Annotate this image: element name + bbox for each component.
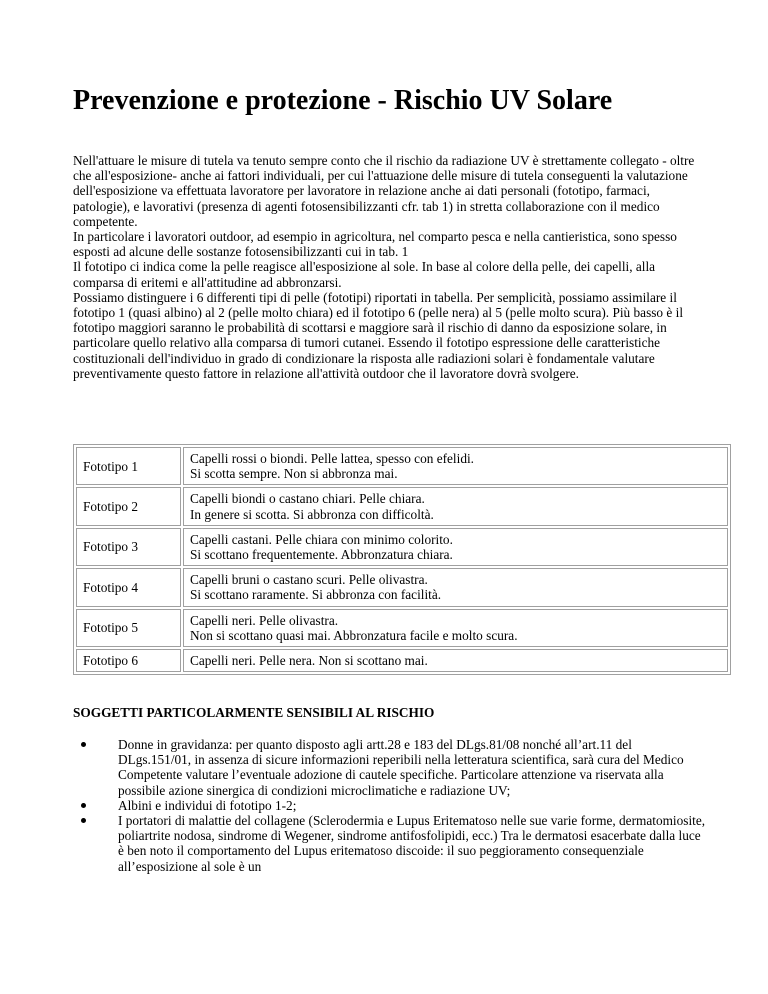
fototipo-description [183,447,728,485]
table-row [76,487,728,525]
description-line: Capelli rossi o biondi. Pelle lattea, spesso con efelidi. [190,451,474,466]
description-line: Si scotta sempre. Non si abbronza mai. [190,466,398,482]
description-line: Capelli bruni o castano scuri. Pelle olivastra. [190,572,428,588]
fototipi-table [73,444,731,675]
bullet-icon [81,742,86,747]
table-row [76,568,728,606]
table-row [76,447,728,485]
fototipo-description [183,487,728,525]
fototipo-description [183,528,728,566]
fototipo-label: Fototipo 2 [76,487,181,525]
description-line: Non si scottano quasi mai. Abbronzatura facile e molto scura. [190,627,518,643]
intro-paragraph: Nell'attuare le misure di tutela va tenuto sempre conto che il rischio da radiazione UV è strettamente collegato - oltre che all'esposizione- anche ai fattori individuali, per cui l'attuazione delle misure di tutela conseguenti la valutazione dell'esposizione va effettuata lavoratore per lavoratore in relazione anche ai dati personali (fototipo, farmaci, patologie), e lavorativi (presenza di agenti fotosensibilizzanti cfr. tab 1) in stretta collaborazione con il medico competente. [73,153,695,229]
description-line: Si scottano raramente. Si abbronza con facilità. [190,587,442,603]
table-row [76,649,728,672]
fototipo-label: Fototipo 5 [76,609,181,647]
intro-text [73,153,703,381]
fototipo-label: Fototipo 1 [76,447,181,485]
bullet-icon [81,803,86,808]
bullet-icon [81,818,86,823]
fototipo-description [183,568,728,606]
description-line: Capelli castani. Pelle chiara con minimo colorito. [190,531,453,547]
table-row [76,609,728,647]
fototipo-label: Fototipo 6 [76,649,181,672]
description-line: Capelli neri. Pelle nera. Non si scottano mai. [190,653,428,669]
page-title: Prevenzione e protezione - Rischio UV Solare [73,85,613,116]
soggetti-list [73,737,708,874]
fototipo-label: Fototipo 3 [76,528,181,566]
description-line: In genere si scotta. Si abbronza con difficoltà. [190,506,434,522]
list-item-text: Donne in gravidanza: per quanto disposto agli artt.28 e 183 del DLgs.81/08 nonché all’art.11 del DLgs.151/01, in assenza di sicure informazioni reperibili nella letteratura scientifica, sarà cura del Medico Competente valutare l’eventuale adozione di cautele specifiche. Particolare attenzione va riservata alla possibile azione sinergica di condizioni microclimatiche e radiazione UV; [118,737,684,798]
fototipo-description [183,609,728,647]
fototipo-description [183,649,728,672]
intro-paragraph: In particolare i lavoratori outdoor, ad esempio in agricoltura, nel comparto pesca e nella cantieristica, sono spesso esposti ad alcune delle sostanze fotosensibilizzanti cui in tab. 1 [73,229,677,260]
intro-paragraph: Possiamo distinguere i 6 differenti tipi di pelle (fototipi) riportati in tabella. Per semplicità, possiamo assimilare il fototipo 1 (quasi albino) al 2 (pelle molto chiara) ed il fototipo 6 (pelle nera) al 5 (pelle molto scura). Più basso è il fototipo maggiori saranno le probabilità di scottarsi e maggiore sarà il rischio di danno da esposizione solare, in particolare quello relativo alla comparsa di tumori cutanei. Essendo il fototipo espressione delle caratteristiche costituzionali dell'individuo in grado di condizionare la risposta alle radiazioni solari è fondamentale valutare preventivamente questo fattore in relazione all'attività outdoor che il lavoratore dovrà svolgere. [73,289,684,381]
list-item-text: Albini e individui di fototipo 1-2; [118,797,297,813]
section-heading: SOGGETTI PARTICOLARMENTE SENSIBILI AL RISCHIO [73,705,435,720]
table-row [76,528,728,566]
description-line: Capelli biondi o castano chiari. Pelle chiara. [190,491,425,507]
list-item [118,813,708,874]
description-line: Capelli neri. Pelle olivastra. [190,612,339,628]
list-item [118,737,708,798]
list-item-text: I portatori di malattie del collagene (Sclerodermia e Lupus Eritematoso nelle sue varie forme, dermatomiosite, poliartrite nodosa, sindrome di Wegener, sindrome antifosfolipidi, ecc.) Tra le dermatosi esacerbate dalla luce è ben noto il comportamento del Lupus eritematoso discoide: il suo peggioramento consequenziale all’esposizione al sole è un [118,813,706,874]
list-item [118,798,708,813]
intro-paragraph: Il fototipo ci indica come la pelle reagisce all'esposizione al sole. In base al colore della pelle, dei capelli, alla comparsa di eritemi e all'attitudine ad abbronzarsi. [73,259,656,290]
description-line: Si scottano frequentemente. Abbronzatura chiara. [190,547,453,563]
fototipo-label: Fototipo 4 [76,568,181,606]
